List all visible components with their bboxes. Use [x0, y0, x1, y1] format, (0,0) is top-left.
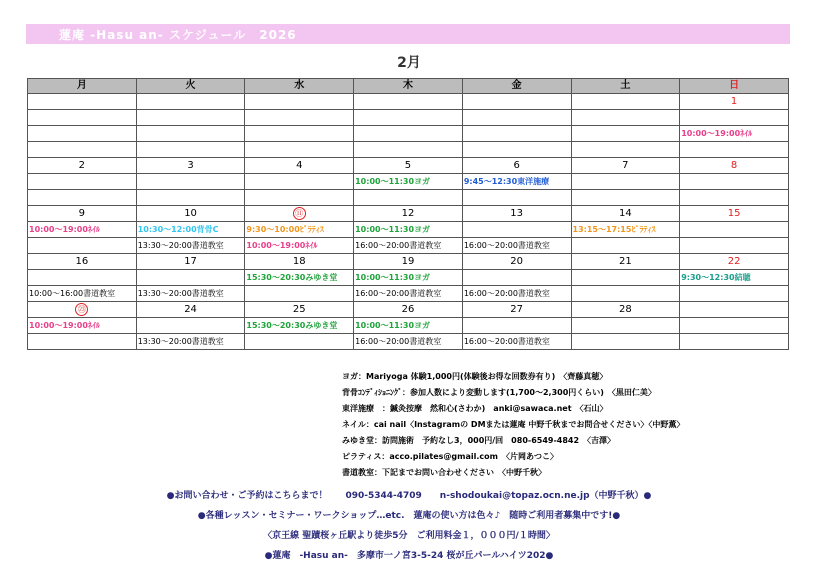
event-cell — [680, 286, 789, 302]
class-label: 13:30～20:00書道教室 — [137, 288, 224, 298]
date-cell — [462, 94, 571, 110]
date-number: 16 — [75, 255, 89, 267]
date-number: 13 — [510, 207, 524, 219]
event-label: 10:00～11:30ヨガ — [355, 320, 431, 330]
date-cell — [245, 254, 354, 270]
event-cell — [680, 190, 789, 206]
event-cell — [354, 238, 463, 254]
event-row — [28, 334, 789, 350]
event-label: 10:00～11:30ヨガ — [355, 176, 431, 186]
weekday-mon: 月 — [28, 79, 137, 94]
date-cell — [680, 254, 789, 270]
event-cell — [354, 270, 463, 286]
event-cell — [462, 238, 571, 254]
note-line: 東洋施療 ：鍼灸按摩 然和心(さわか) anki@sawaca.net 〈石山〉 — [342, 404, 608, 413]
date-cell — [245, 158, 354, 174]
date-cell — [462, 254, 571, 270]
date-cell — [245, 302, 354, 318]
class-label: 16:00～20:00書道教室 — [355, 240, 442, 250]
date-cell — [28, 206, 137, 222]
event-cell — [680, 334, 789, 350]
event-cell — [245, 142, 354, 158]
date-number: 17 — [184, 255, 197, 267]
event-cell — [462, 190, 571, 206]
event-cell — [680, 270, 789, 286]
date-number: 8 — [730, 159, 738, 171]
date-cell — [680, 94, 789, 110]
event-cell — [571, 222, 680, 238]
schedule-calendar — [27, 78, 789, 350]
event-cell — [571, 126, 680, 142]
event-cell — [28, 318, 137, 334]
date-cell — [136, 254, 245, 270]
event-cell — [354, 334, 463, 350]
event-cell — [136, 286, 245, 302]
event-label: 10:00～19:00ﾈｲﾙ — [681, 128, 753, 138]
weekday-wed: 水 — [245, 79, 354, 94]
date-cell — [354, 158, 463, 174]
title-banner — [26, 24, 790, 44]
event-label: 10:00～19:00ﾈｲﾙ — [29, 320, 100, 330]
date-row — [28, 254, 789, 270]
event-cell — [571, 318, 680, 334]
note-line: 背骨ｺﾝﾃﾞｨｼｮﾆﾝｸﾞ：参加人数により変動します(1,700～2,300円くらい) 〈黒田仁美〉 — [342, 388, 656, 397]
event-cell — [245, 126, 354, 142]
class-label: 10:00～16:00書道教室 — [29, 288, 116, 298]
date-cell — [354, 302, 463, 318]
date-cell — [354, 254, 463, 270]
event-cell — [680, 174, 789, 190]
date-cell — [680, 206, 789, 222]
note-line: ピラティス：acco.pilates@gmail.com 〈片岡あつこ〉 — [342, 452, 558, 461]
event-cell — [571, 142, 680, 158]
event-cell — [680, 222, 789, 238]
event-label: 9:30～10:00ﾋﾟﾗﾃｨｽ — [246, 224, 324, 234]
event-label: 9:30～12:30結聴 — [681, 272, 751, 282]
holiday-date: ⑪ — [293, 207, 306, 220]
event-cell — [28, 222, 137, 238]
event-cell — [136, 174, 245, 190]
event-cell — [462, 318, 571, 334]
event-cell — [136, 238, 245, 254]
date-row — [28, 94, 789, 110]
event-label: 15:30～20:30みゆき堂 — [246, 272, 338, 282]
date-cell — [28, 158, 137, 174]
weekday-tue: 火 — [136, 79, 245, 94]
event-cell — [571, 190, 680, 206]
date-cell — [28, 254, 137, 270]
month-label: 2月 — [397, 55, 421, 71]
date-cell — [136, 94, 245, 110]
event-label: 9:45～12:30東洋施療 — [463, 176, 550, 186]
address-line: ●蓮庵 -Hasu an- 多摩市一ノ宮3-5-24 桜が丘パールハイツ202● — [264, 551, 554, 561]
event-label: 10:00～19:00ﾈｲﾙ — [29, 224, 100, 234]
date-number: 9 — [78, 207, 86, 219]
event-row — [28, 238, 789, 254]
event-cell — [136, 190, 245, 206]
event-cell — [245, 286, 354, 302]
date-cell — [571, 158, 680, 174]
event-cell — [354, 174, 463, 190]
event-cell — [136, 334, 245, 350]
date-number: 12 — [401, 207, 415, 219]
event-label: 10:00～11:30ヨガ — [355, 272, 431, 282]
event-cell — [245, 190, 354, 206]
date-cell — [28, 94, 137, 110]
event-cell — [680, 318, 789, 334]
event-label: 13:15～17:15ﾋﾟﾗﾃｨｽ — [572, 224, 656, 234]
weekday-header-row — [28, 79, 789, 94]
event-cell — [28, 238, 137, 254]
date-number: 3 — [187, 159, 194, 171]
date-cell — [571, 254, 680, 270]
date-cell — [571, 94, 680, 110]
event-cell — [28, 286, 137, 302]
class-label: 16:00～20:00書道教室 — [463, 240, 550, 250]
event-row — [28, 318, 789, 334]
event-row — [28, 174, 789, 190]
event-cell — [462, 126, 571, 142]
date-cell — [680, 158, 789, 174]
event-cell — [28, 126, 137, 142]
date-number: 7 — [622, 159, 629, 171]
page-title: 蓮庵 -Hasu an- スケジュール 2026 — [59, 28, 297, 42]
access-line: 〈京王線 聖蹟桜ヶ丘駅より徒歩5分 ご利用料金１，０００円/１時間〉 — [263, 531, 555, 541]
date-number: 19 — [401, 255, 415, 267]
event-cell — [354, 222, 463, 238]
class-label: 13:30～20:00書道教室 — [137, 336, 224, 346]
class-label: 16:00～20:00書道教室 — [463, 288, 550, 298]
event-cell — [571, 174, 680, 190]
date-number: 2 — [78, 159, 86, 171]
holiday-date: ㉓ — [75, 303, 88, 316]
event-cell — [245, 238, 354, 254]
date-cell — [136, 206, 245, 222]
event-cell — [571, 334, 680, 350]
weekday-sat: 土 — [571, 79, 680, 94]
event-label: 10:00～11:30ヨガ — [355, 224, 431, 234]
date-cell — [354, 206, 463, 222]
event-cell — [28, 190, 137, 206]
date-cell — [245, 206, 354, 222]
event-cell — [680, 238, 789, 254]
event-cell — [354, 190, 463, 206]
event-cell — [28, 334, 137, 350]
date-number: 27 — [510, 303, 524, 315]
event-cell — [462, 286, 571, 302]
date-number: 26 — [401, 303, 415, 315]
date-cell — [571, 302, 680, 318]
date-row — [28, 206, 789, 222]
date-cell — [245, 94, 354, 110]
event-cell — [28, 174, 137, 190]
class-label: 16:00～20:00書道教室 — [463, 336, 550, 346]
date-cell — [571, 206, 680, 222]
event-label: 10:30～12:00背骨C — [137, 224, 219, 234]
event-cell — [354, 126, 463, 142]
event-cell — [136, 270, 245, 286]
event-cell — [571, 110, 680, 126]
date-cell — [136, 158, 245, 174]
date-number: 5 — [404, 159, 412, 171]
note-line: ヨガ：Mariyoga 体験1,000円(体験後お得な回数券有り) 〈齊藤真穂〉 — [342, 372, 608, 381]
event-cell — [245, 110, 354, 126]
date-number: 1 — [730, 95, 738, 107]
event-cell — [245, 318, 354, 334]
event-cell — [462, 174, 571, 190]
event-cell — [245, 334, 354, 350]
event-cell — [245, 270, 354, 286]
date-row — [28, 302, 789, 318]
event-cell — [571, 286, 680, 302]
date-cell — [462, 206, 571, 222]
date-number: 18 — [292, 255, 306, 267]
event-cell — [136, 142, 245, 158]
event-cell — [136, 222, 245, 238]
event-cell — [462, 110, 571, 126]
class-label: 16:00～20:00書道教室 — [355, 336, 442, 346]
event-cell — [354, 318, 463, 334]
calendar-body — [28, 94, 789, 350]
event-cell — [680, 142, 789, 158]
event-cell — [462, 222, 571, 238]
event-label: 15:30～20:30みゆき堂 — [246, 320, 338, 330]
date-number: 25 — [292, 303, 306, 315]
note-line: みゆき堂：訪問施術 予約なし3，000円/回 080-6549-4842 〈吉澤〉 — [342, 436, 616, 445]
event-cell — [136, 318, 245, 334]
note-line: 書道教室：下記までお問い合わせください 〈中野千秋〉 — [342, 468, 546, 477]
lessons-line: ●各種レッスン・セミナー・ワークショップ…etc. 蓮庵の使い方は色々♪ 随時ご利用者募集中です!● — [197, 511, 621, 521]
weekday-sun: 日 — [680, 79, 789, 94]
class-label: 16:00～20:00書道教室 — [355, 288, 442, 298]
date-number: 21 — [619, 255, 632, 267]
event-row — [28, 110, 789, 126]
date-number: 22 — [727, 255, 741, 267]
event-cell — [136, 110, 245, 126]
event-row — [28, 222, 789, 238]
event-row — [28, 126, 789, 142]
event-row — [28, 190, 789, 206]
event-cell — [28, 110, 137, 126]
event-cell — [354, 110, 463, 126]
event-row — [28, 270, 789, 286]
class-label: 13:30～20:00書道教室 — [137, 240, 224, 250]
date-number: 15 — [727, 207, 741, 219]
date-number: 28 — [619, 303, 632, 315]
weekday-thu: 木 — [354, 79, 463, 94]
date-cell — [28, 302, 137, 318]
date-row — [28, 158, 789, 174]
event-cell — [571, 270, 680, 286]
date-cell — [354, 94, 463, 110]
date-cell — [136, 302, 245, 318]
event-cell — [28, 142, 137, 158]
event-cell — [136, 126, 245, 142]
date-number: 4 — [296, 159, 303, 171]
event-cell — [571, 238, 680, 254]
event-label: 10:00～19:00ﾈｲﾙ — [246, 240, 318, 250]
date-number: 20 — [510, 255, 524, 267]
date-cell — [462, 302, 571, 318]
event-row — [28, 142, 789, 158]
event-cell — [680, 126, 789, 142]
weekday-fri: 金 — [462, 79, 571, 94]
event-cell — [680, 110, 789, 126]
event-cell — [245, 222, 354, 238]
event-cell — [354, 286, 463, 302]
event-cell — [245, 174, 354, 190]
contact-line: ●お問い合わせ・ご予約はこちらまで！ 090-5344-4709 n-shodoukai@topaz.ocn.ne.jp（中野千秋）● — [166, 491, 652, 501]
date-number: 24 — [184, 303, 197, 315]
event-cell — [354, 142, 463, 158]
date-cell — [680, 302, 789, 318]
event-cell — [462, 270, 571, 286]
note-line: ネイル：cai nail〈Instagramの DMまたは蓮庵 中野千秋までお問合せください〉〈中野薫〉 — [342, 420, 685, 429]
event-row — [28, 286, 789, 302]
date-number: 14 — [619, 207, 632, 219]
event-cell — [28, 270, 137, 286]
date-number: 6 — [513, 159, 520, 171]
date-number: 10 — [184, 207, 197, 219]
event-cell — [462, 142, 571, 158]
instructor-notes — [342, 369, 684, 481]
event-cell — [462, 334, 571, 350]
date-cell — [462, 158, 571, 174]
